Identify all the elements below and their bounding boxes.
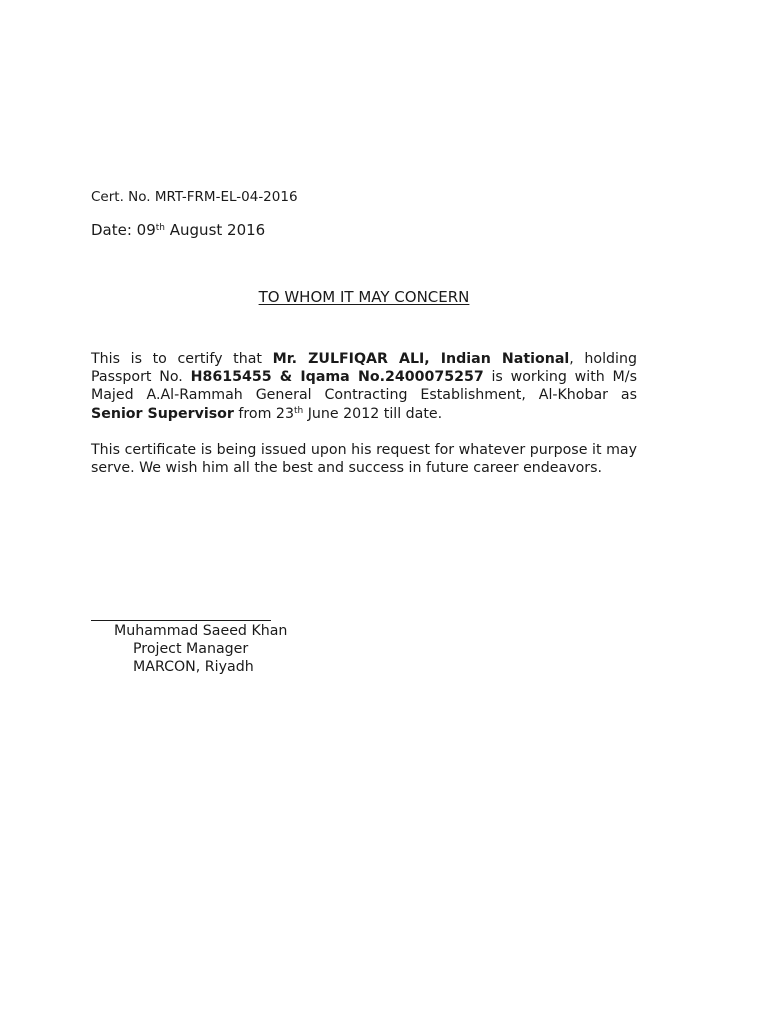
signatory-title: Project Manager [133,641,249,657]
certificate-number: Cert. No. MRT-FRM-EL-04-2016 [91,189,298,205]
signatory-organization: MARCON, Riyadh [133,659,254,675]
para1-text-4: from 23 [233,405,294,422]
para1-text-3: is working with M/s Majed A.Al-Rammah General Contracting Establishment, Al-Khobar as [91,369,637,404]
document-heading [91,287,637,307]
purpose-paragraph: This certificate is being issued upon his request for whatever purpose it may serve. We wish him all the best and success in future career endeavors. [91,442,637,477]
job-title: Senior Supervisor [91,405,234,422]
heading-text: TO WHOM IT MAY CONCERN [258,288,470,306]
passport-iqama-numbers: H8615455 & Iqama No.2400075257 [190,369,484,386]
date-ordinal-suffix: th [155,223,165,233]
para1-text-1: This is to certify that [91,351,273,367]
date-rest: August 2016 [165,221,266,239]
signature-line [91,620,271,621]
certificate-date [91,220,265,240]
para1-text-5: June 2012 till date. [303,405,443,422]
para1-text-2: , holding Passport No. [91,351,637,386]
certification-paragraph [91,350,637,423]
start-date-ordinal-suffix: th [293,405,304,416]
employee-name: Mr. ZULFIQAR ALI, Indian National [272,351,570,367]
signatory-name: Muhammad Saeed Khan [114,623,288,639]
date-prefix: Date: 09 [91,221,156,239]
